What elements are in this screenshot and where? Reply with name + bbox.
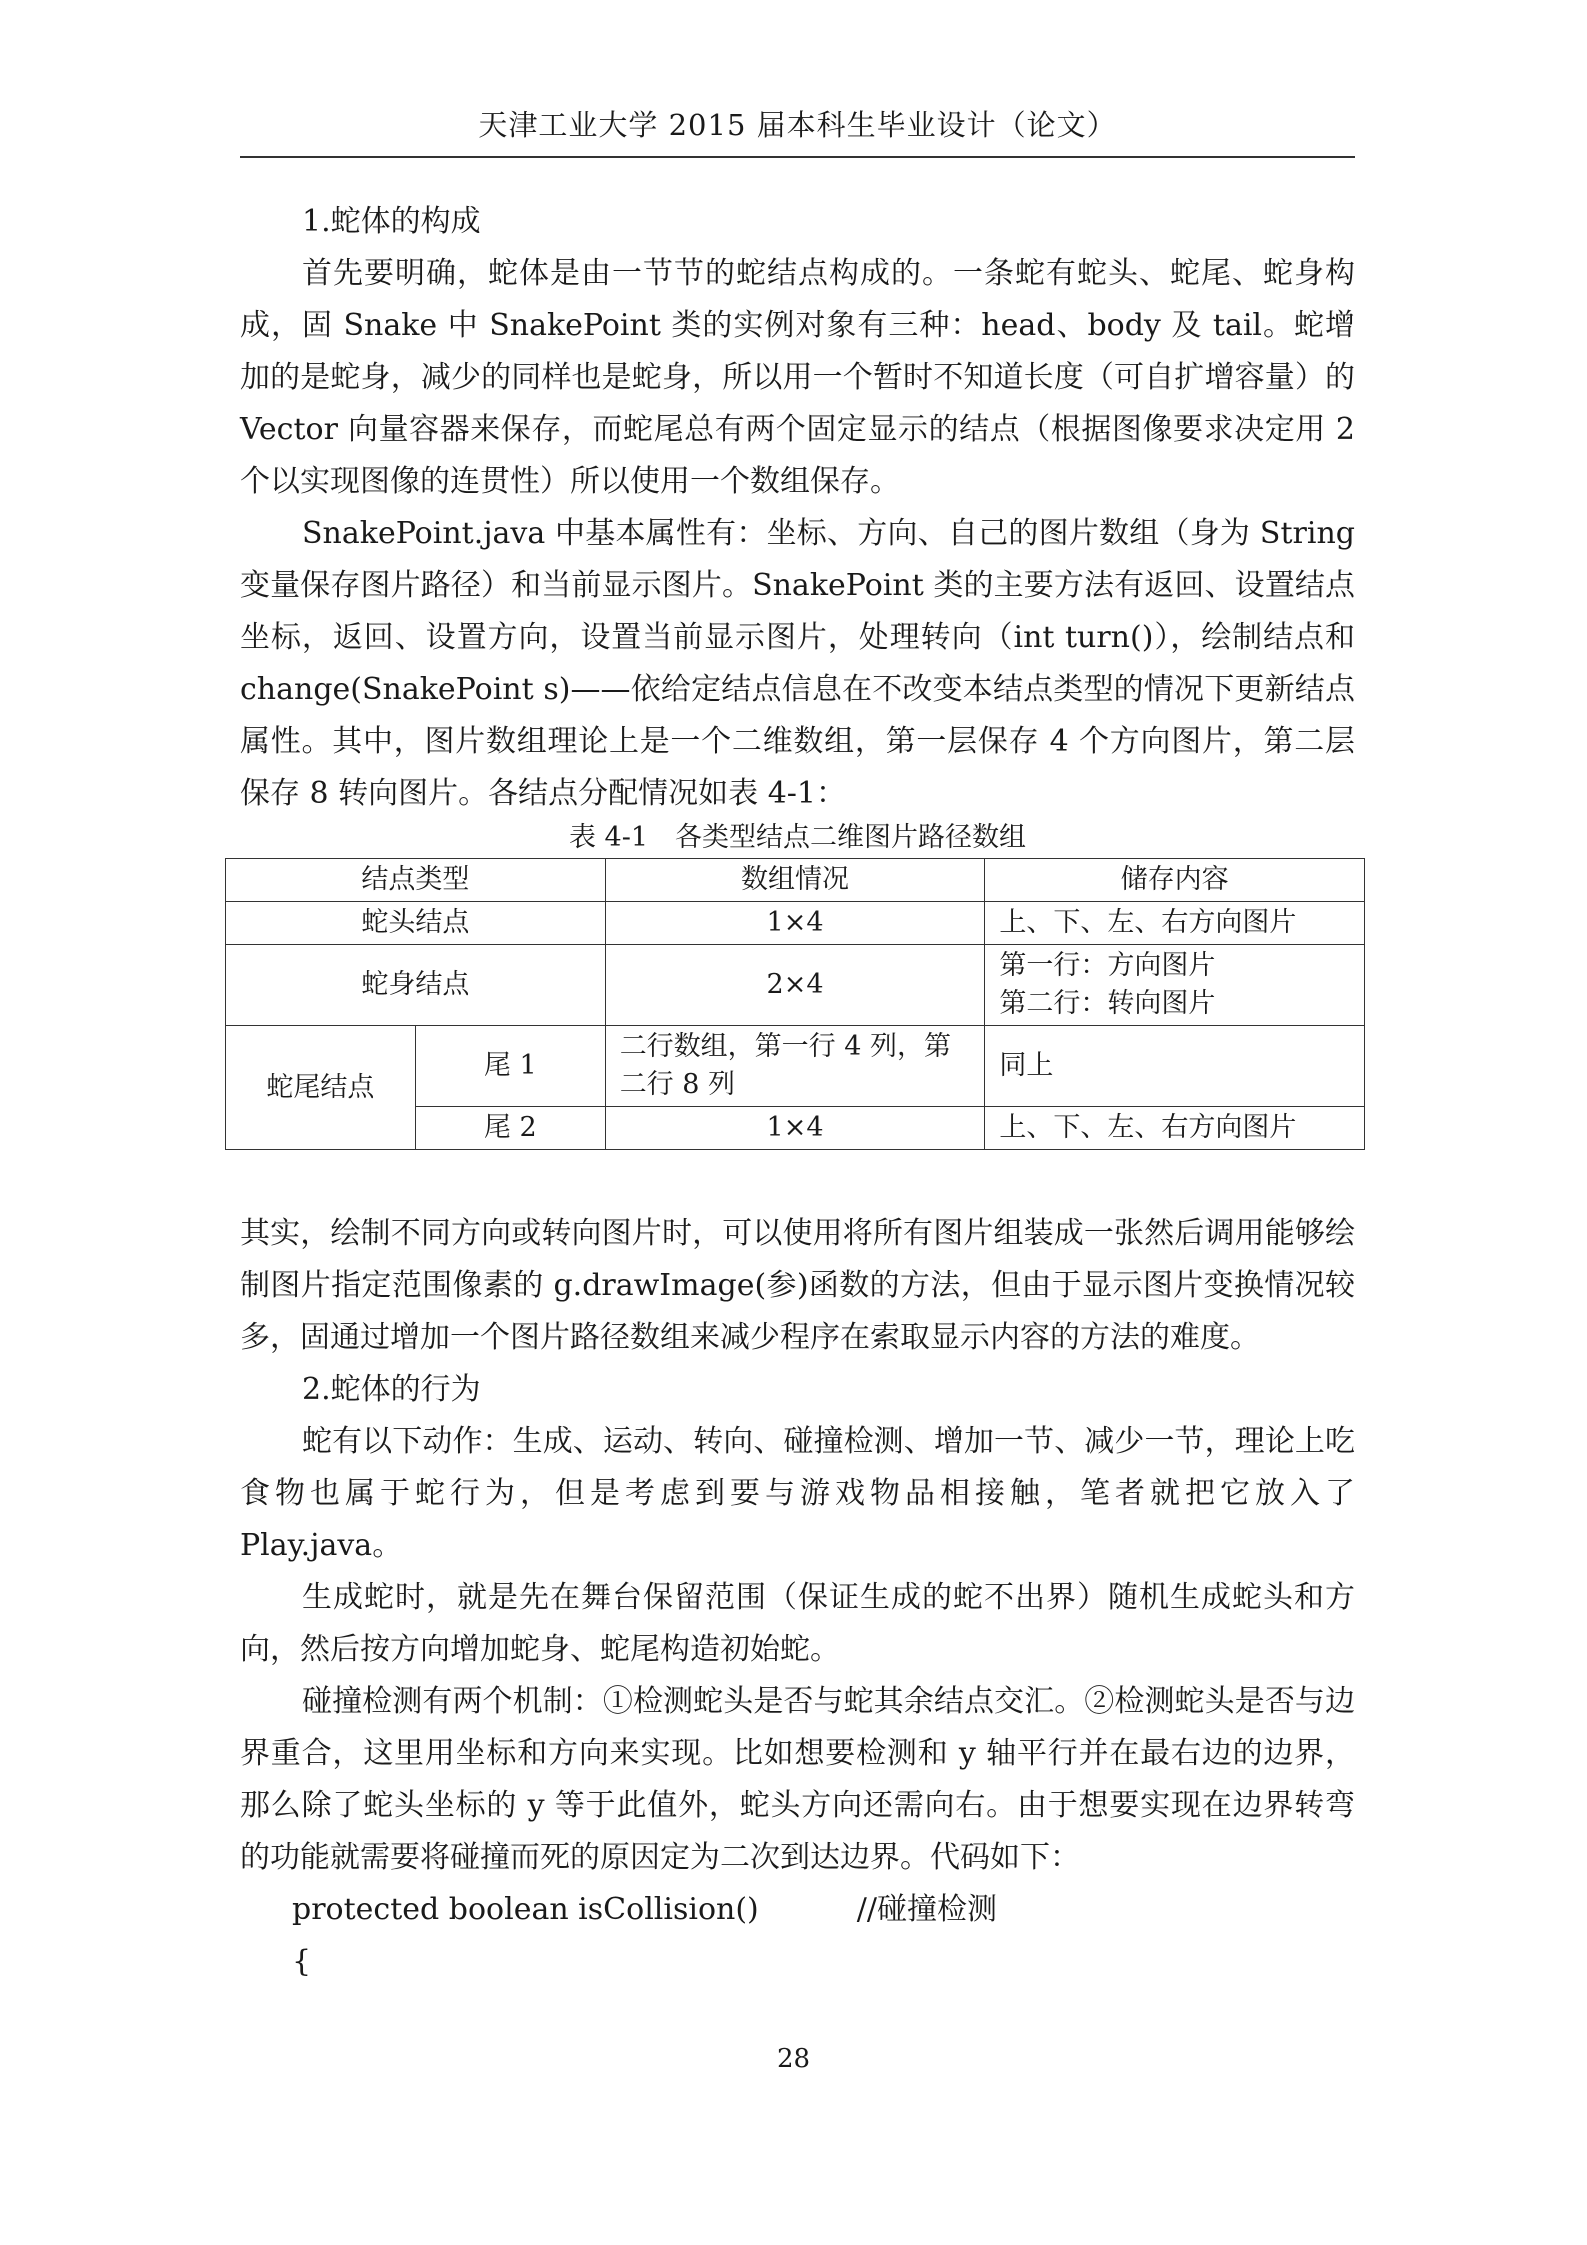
paragraph: SnakePoint.java 中基本属性有：坐标、方向、自己的图片数组（身为 String 变量保存图片路径）和当前显示图片。SnakePoint 类的主要方法有返回、设置结点坐标，返回、设置方向，设置当前显示图片，处理转向（int turn()），绘制结点和 change(SnakePoint s)——依给定结点信息在不改变本结点类型的情况下更新结点属性。其中，图片数组理论上是一个二维数组，第一层保存 4 个方向图片，第二层保存 8 转向图片。各结点分配情况如表 4-1： bbox=[240, 516, 1355, 811]
table-cell: 蛇头结点 bbox=[226, 902, 606, 945]
table-header-row bbox=[226, 859, 1365, 902]
table-row bbox=[226, 1026, 1365, 1107]
table-header-cell: 数组情况 bbox=[605, 859, 985, 902]
section-heading: 2.蛇体的行为 bbox=[302, 1372, 481, 1407]
section-1 bbox=[240, 196, 1355, 820]
table-cell-line: 第一行：方向图片 bbox=[999, 950, 1216, 981]
table-cell: 上、下、左、右方向图片 bbox=[985, 1107, 1365, 1150]
table-header-cell: 结点类型 bbox=[226, 859, 606, 902]
paragraph: 生成蛇时，就是先在舞台保留范围（保证生成的蛇不出界）随机生成蛇头和方向，然后按方向增加蛇身、蛇尾构造初始蛇。 bbox=[240, 1580, 1355, 1667]
table-cell: 蛇身结点 bbox=[226, 945, 606, 1026]
section-2 bbox=[240, 1208, 1355, 1988]
table-cell: 2×4 bbox=[605, 945, 985, 1026]
code-line: { bbox=[292, 1944, 312, 1979]
table-cell bbox=[985, 945, 1365, 1026]
paragraph: 其实，绘制不同方向或转向图片时，可以使用将所有图片组装成一张然后调用能够绘制图片指定范围像素的 g.drawImage(参)函数的方法，但由于显示图片变换情况较多，固通过增加一个图片路径数组来减少程序在索取显示内容的方法的难度。 bbox=[240, 1216, 1355, 1355]
table-row bbox=[226, 945, 1365, 1026]
page-number: 28 bbox=[776, 2044, 811, 2074]
section-heading: 1.蛇体的构成 bbox=[302, 204, 481, 239]
table-cell: 尾 1 bbox=[415, 1026, 605, 1107]
table-cell: 同上 bbox=[985, 1026, 1365, 1107]
table-row bbox=[226, 902, 1365, 945]
header-rule bbox=[240, 156, 1355, 158]
code-text: protected boolean isCollision() bbox=[292, 1892, 759, 1927]
table-cell: 尾 2 bbox=[415, 1107, 605, 1150]
paragraph: 首先要明确，蛇体是由一节节的蛇结点构成的。一条蛇有蛇头、蛇尾、蛇身构成，固 Snake 中 SnakePoint 类的实例对象有三种：head、body 及 tail。蛇增加的是蛇身，减少的同样也是蛇身，所以用一个暂时不知道长度（可自扩增容量）的 Vector 向量容器来保存，而蛇尾总有两个固定显示的结点（根据图像要求决定用 2 个以实现图像的连贯性）所以使用一个数组保存。 bbox=[240, 256, 1355, 499]
running-header: 天津工业大学 2015 届本科生毕业设计（论文） bbox=[478, 108, 1117, 142]
table-header-cell: 储存内容 bbox=[985, 859, 1365, 902]
table-cell: 上、下、左、右方向图片 bbox=[985, 902, 1365, 945]
table-cell: 1×4 bbox=[605, 1107, 985, 1150]
paragraph: 蛇有以下动作：生成、运动、转向、碰撞检测、增加一节、减少一节，理论上吃食物也属于蛇行为，但是考虑到要与游戏物品相接触，笔者就把它放入了 Play.java。 bbox=[240, 1424, 1355, 1563]
table-cell: 二行数组，第一行 4 列，第二行 8 列 bbox=[605, 1026, 985, 1107]
code-line bbox=[240, 1884, 1355, 1936]
table-caption: 表 4-1 各类型结点二维图片路径数组 bbox=[568, 822, 1027, 853]
code-comment: //碰撞检测 bbox=[856, 1892, 997, 1927]
table-cell: 1×4 bbox=[605, 902, 985, 945]
paragraph: 碰撞检测有两个机制：①检测蛇头是否与蛇其余结点交汇。②检测蛇头是否与边界重合，这里用坐标和方向来实现。比如想要检测和 y 轴平行并在最右边的边界，那么除了蛇头坐标的 y 等于此值外，蛇头方向还需向右。由于想要实现在边界转弯的功能就需要将碰撞而死的原因定为二次到达边界。代码如下： bbox=[240, 1684, 1355, 1875]
table-cell: 蛇尾结点 bbox=[226, 1026, 416, 1150]
table-cell-line: 第二行：转向图片 bbox=[999, 988, 1216, 1019]
node-image-table bbox=[225, 858, 1365, 1150]
